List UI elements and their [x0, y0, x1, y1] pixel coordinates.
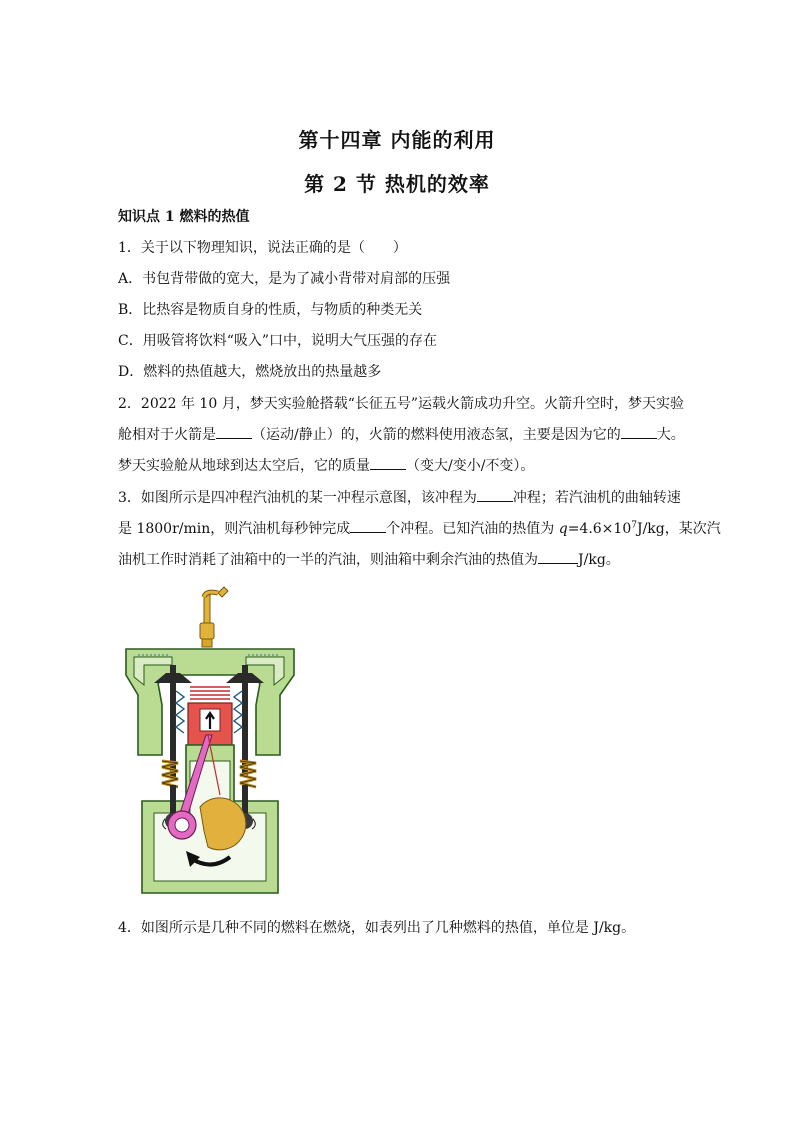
engine-stroke-diagram — [120, 585, 300, 895]
q2-line1: 2．2022 年 10 月，梦天实验舱搭载“长征五号”运载火箭成功升空。火箭升空时，梦天实验 — [118, 396, 685, 412]
q2-blank-2[interactable] — [621, 426, 657, 439]
q3-blank-3[interactable] — [538, 551, 578, 564]
knowledge-point-heading: 知识点 1 燃料的热值 — [118, 209, 250, 225]
q3-symbol-q: q — [558, 521, 568, 537]
q3-line1 — [118, 487, 681, 507]
q2-text-e: （变大/变小/不变）。 — [406, 458, 535, 474]
q2-text-d: 梦天实验舱从地球到达太空后，它的质量 — [118, 458, 370, 474]
compressed-gas-lines — [190, 687, 230, 699]
q3-blank-2[interactable] — [350, 520, 386, 533]
q1-stem: 1．关于以下物理知识，说法正确的是（ ） — [118, 240, 407, 256]
chapter-title: 第十四章 内能的利用 — [298, 128, 496, 152]
q3-exponent: 7 — [631, 520, 637, 531]
spark-plug-icon — [200, 587, 228, 647]
q3-text-f: J/kg，某次汽 — [636, 521, 721, 537]
q2-text-c: 大。 — [656, 427, 685, 443]
q3-text-c: 是 1800r/min，则汽油机每秒钟完成 — [118, 521, 351, 537]
q3-text-e: =4.6×10 — [567, 521, 632, 537]
q3-text-d: 个冲程。已知汽油的热值为 — [386, 521, 559, 537]
q1-option-a: A．书包背带做的宽大，是为了减小背带对肩部的压强 — [118, 271, 451, 287]
q3-text-h: J/kg。 — [578, 552, 620, 568]
q3-line2 — [118, 518, 721, 538]
q1-option-d: D．燃料的热值越大，燃烧放出的热量越多 — [118, 364, 382, 380]
q3-line3 — [118, 549, 620, 569]
q3-text-a: 3．如图所示是四冲程汽油机的某一冲程示意图，该冲程为 — [118, 490, 477, 506]
q3-text-b: 冲程；若汽油机的曲轴转速 — [512, 490, 681, 506]
q4-stem: 4．如图所示是几种不同的燃料在燃烧，如表列出了几种燃料的热值，单位是 J/kg。 — [118, 920, 636, 936]
q2-blank-1[interactable] — [216, 426, 252, 439]
q1-option-b: B．比热容是物质自身的性质，与物质的种类无关 — [118, 302, 423, 318]
q3-text-g: 油机工作时消耗了油箱中的一半的汽油，则油箱中剩余汽油的热值为 — [118, 552, 538, 568]
q2-text-b: （运动/静止）的，火箭的燃料使用液态氢，主要是因为它的 — [252, 427, 621, 443]
q2-text-a: 舱相对于火箭是 — [118, 427, 216, 443]
q1-option-c: C．用吸管将饮料“吸入”口中，说明大气压强的存在 — [118, 333, 438, 349]
valve-spring-right — [240, 761, 256, 787]
q2-line2 — [118, 424, 685, 444]
q3-blank-1[interactable] — [477, 489, 513, 502]
q2-blank-3[interactable] — [370, 457, 406, 470]
q2-line3 — [118, 455, 534, 475]
section-title: 第 2 节 热机的效率 — [304, 172, 490, 196]
